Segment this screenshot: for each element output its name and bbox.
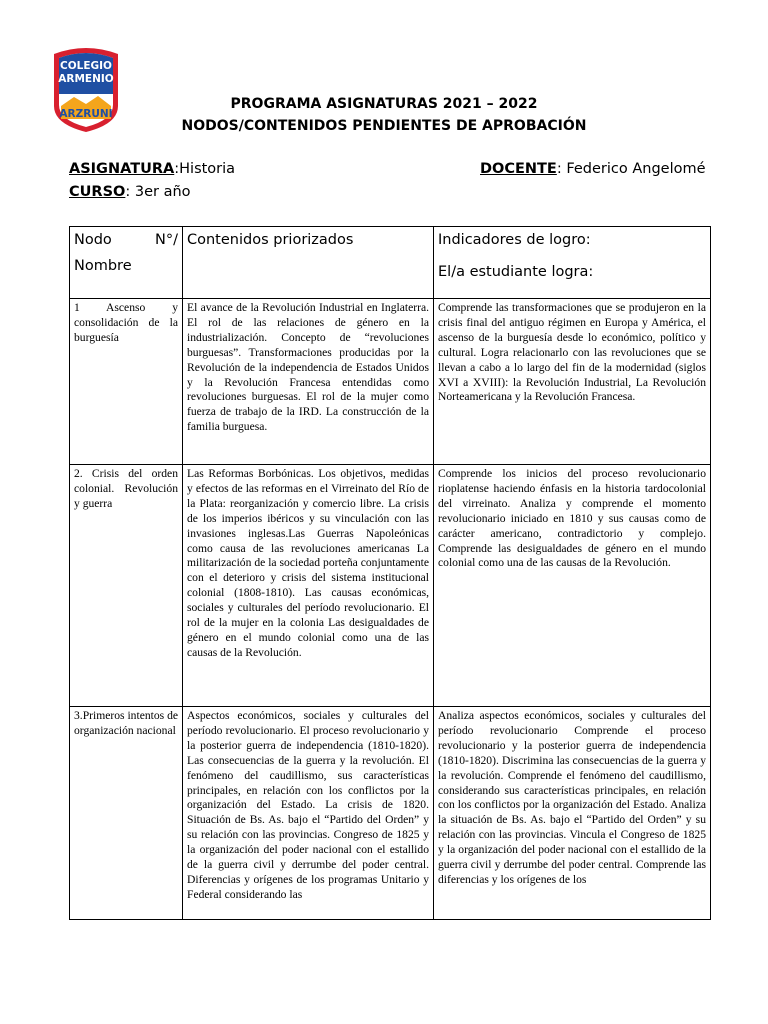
docente-value: : Federico Angelomé	[556, 161, 706, 177]
table-header-row	[70, 227, 711, 299]
nodo-cell	[70, 707, 183, 920]
asignatura-value: :Historia	[174, 161, 236, 177]
asignatura-line	[69, 161, 235, 177]
header-contenidos: Contenidos priorizados	[183, 227, 434, 299]
contenidos-text: Aspectos económicos, sociales y culturales del período revolucionario. El proceso revolucionario y la posterior guerra de independencia (1810-1820). Las consecuencias de la guerra y la revolución. El fenómeno del caudillismo, sus características principales, en relación con los conflictos por la organización del Estado. La crisis de 1820. Situación de Bs. As. bajo el “Partido del Orden” y su relación con las provincias. Congreso de 1825 y la organización del poder nacional con el estallido de la guerra civil y derrumbe del poder central. Diferencias y orígenes de los programas Unitario y Federal considerando las	[187, 709, 429, 901]
contenidos-cell: Las Reformas Borbónicas. Los objetivos, medidas y efectos de las reformas en el Virreinato del Río de la Plata: reorganización y comercio libre. La crisis de los imperios ibéricos y su vinculación con las invasiones inglesas.Las Guerras Napoleónicas como causa de las revoluciones americanas La militarización de la sociedad porteña conjuntamente con el deterioro y crisis del sistema institucional colonial (1808-1810). Las causas económicas, sociales y culturales del período revolucionario. El rol de la mujer en la colonia Las desigualdades de género en el mundo colonial como una de las causas de la Revolución.	[183, 465, 434, 707]
curso-line	[69, 184, 191, 200]
logo-text-1: COLEGIO	[60, 60, 112, 72]
header-indicadores-a: Indicadores de logro:	[438, 232, 591, 248]
docente-label: DOCENTE	[480, 161, 557, 177]
nodo-cell: 1 Ascenso y consolidación de la burguesía	[70, 299, 183, 465]
header-nodo-b: N°/	[155, 232, 178, 248]
curso-value: : 3er año	[125, 184, 191, 200]
nodo-text: 3.Primeros intentos de organización nacional	[74, 709, 178, 737]
header-nodo	[70, 227, 183, 299]
header-indicadores-b: El/a estudiante logra:	[438, 264, 594, 280]
contenidos-cell: El avance de la Revolución Industrial en Inglaterra. El rol de las relaciones de género en la industrialización. Concepto de “revoluciones burguesas”. Transformaciones producidas por la Revolución de la independencia de Estados Unidos y la Revolución Francesa entendidas como revoluciones burguesas. El rol de la mujer como fuerza de trabajo de la IRD. La construcción de la familia burguesa.	[183, 299, 434, 465]
table-row	[70, 465, 711, 707]
header-nodo-c: Nombre	[74, 258, 132, 274]
nodo-cell: 2. Crisis del orden colonial. Revolución y guerra	[70, 465, 183, 707]
curso-label: CURSO	[69, 184, 126, 200]
header-nodo-a: Nodo	[74, 232, 112, 248]
table-row	[70, 707, 711, 920]
table-row	[70, 299, 711, 465]
indicadores-cell	[434, 707, 711, 920]
header-indicadores	[434, 227, 711, 299]
docente-line	[480, 161, 706, 177]
indicadores-cell: Comprende las transformaciones que se produjeron en la crisis final del antiguo régimen en Europa y América, el ascenso de la burguesía desde lo económico, político y cultural. Logra relacionarlo con las revoluciones que se llevan a cabo a lo largo del fin de la modernidad (siglos XVI a XVIII): la Revolución Industrial, La Revolución Norteamericana y la Revolución Francesa.	[434, 299, 711, 465]
contents-table	[69, 226, 711, 920]
indicadores-cell: Comprende los inicios del proceso revolucionario rioplatense haciendo énfasis en la historia tardocolonial del virreinato. Analiza y comprende el momento revolucionario iniciado en 1810 y sus causas como de carácter americano, contradictorio y complejo. Comprende las desigualdades de género en el mundo colonial como una de las causas de la Revolución.	[434, 465, 711, 707]
document-title: PROGRAMA ASIGNATURAS 2021 – 2022	[230, 96, 538, 112]
logo-text-3: ARZRUNI	[59, 108, 113, 120]
document-subtitle: NODOS/CONTENIDOS PENDIENTES DE APROBACIÓN	[181, 118, 587, 134]
contenidos-cell	[183, 707, 434, 920]
indicadores-text: Analiza aspectos económicos, sociales y culturales del período revolucionario Comprende el proceso revolucionario y la posterior guerra de independencia (1810-1820). Discrimina las consecuencias de la guerra y la revolución. Comprende el fenómeno del caudillismo, considerando sus características principales, en relación con los conflictos por la organización del Estado. Analiza la situación de Bs. As. bajo el “Partido del Orden” y su relación con las provincias. Vincula el Congreso de 1825 y la organización del poder nacional con el estallido de la guerra civil y derrumbe del poder central. Comprende las diferencias y los orígenes de los	[438, 709, 706, 886]
logo-text-2: ARMENIO	[58, 73, 114, 85]
asignatura-label: ASIGNATURA	[69, 161, 175, 177]
